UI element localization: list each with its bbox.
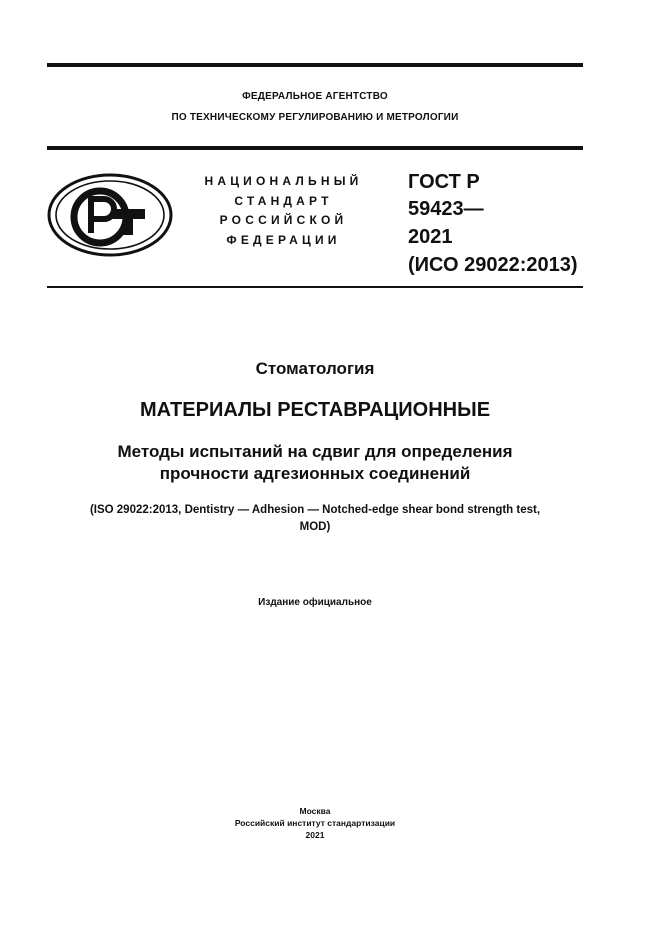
subtitle-line-1: Методы испытаний на сдвиг для определения xyxy=(117,442,513,461)
imprint-year: 2021 xyxy=(305,830,325,840)
edition-label: Издание официальное xyxy=(258,597,372,608)
document-subject: Стоматология xyxy=(255,359,375,378)
gost-designation-line-4: (ИСО 29022:2013) xyxy=(408,254,578,276)
document-subtitle xyxy=(20,441,610,485)
agency-name-line-1: ФЕДЕРАЛЬНОЕ АГЕНТСТВО xyxy=(242,91,388,102)
imprint xyxy=(20,805,610,841)
rst-logo-icon xyxy=(47,173,173,257)
gost-designation-line-3: 2021 xyxy=(408,226,453,248)
national-standard-line-4: ФЕДЕРАЦИИ xyxy=(226,233,341,247)
middle-rule xyxy=(47,146,583,150)
thin-rule xyxy=(47,286,583,288)
top-rule xyxy=(47,63,583,67)
intl-reference-line-1: (ISO 29022:2013, Dentistry — Adhesion — Notched-edge shear bond strength test, xyxy=(89,504,541,516)
gost-designation-line-2: 59423— xyxy=(408,198,484,220)
document-main-title: МАТЕРИАЛЫ РЕСТАВРАЦИОННЫЕ xyxy=(139,399,491,421)
national-standard-line-1: НАЦИОНАЛЬНЫЙ xyxy=(204,174,363,188)
intl-reference-line-2: MOD) xyxy=(299,521,331,533)
international-reference xyxy=(20,502,610,536)
subtitle-line-2: прочности адгезионных соединений xyxy=(159,464,471,483)
national-standard-line-3: РОССИЙСКОЙ xyxy=(219,213,348,227)
national-standard-line-2: СТАНДАРТ xyxy=(234,194,333,208)
imprint-city: Москва xyxy=(299,806,331,816)
gost-designation-line-1: ГОСТ Р xyxy=(408,171,480,193)
agency-name-line-2: ПО ТЕХНИЧЕСКОМУ РЕГУЛИРОВАНИЮ И МЕТРОЛОГИИ xyxy=(171,112,459,123)
imprint-publisher: Российский институт стандартизации xyxy=(234,818,396,828)
